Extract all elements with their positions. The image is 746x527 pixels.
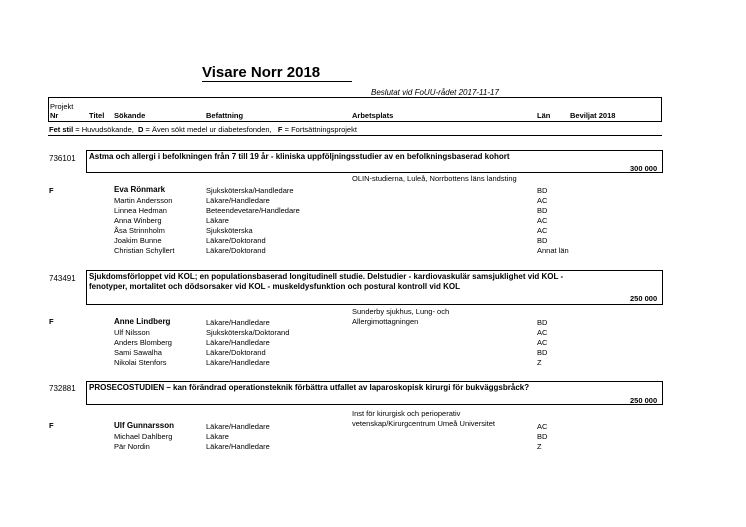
header-befattning: Befattning	[206, 111, 244, 120]
person-name: Ulf Gunnarsson	[114, 421, 175, 430]
person-lan: Z	[537, 358, 542, 367]
person-lan: AC	[537, 196, 548, 205]
person-lan: BD	[537, 348, 548, 357]
person-role: Läkare/Doktorand	[206, 348, 266, 357]
person-lan: AC	[537, 338, 548, 347]
legend-fetstil-text: = Huvudsökande,	[73, 125, 134, 134]
project-workplace: Sunderby sjukhus, Lung- och Allergimottagningen	[352, 307, 450, 326]
person-lan: AC	[537, 226, 548, 235]
legend-d-label: D	[138, 125, 144, 134]
person-name: Michael Dahlberg	[114, 432, 173, 441]
person-name: Linnea Hedman	[114, 206, 167, 215]
project-nr: 736101	[49, 154, 76, 163]
person-lan: BD	[537, 318, 548, 327]
person-role: Sjuksköterska	[206, 226, 253, 235]
person-name: Martin Andersson	[114, 196, 173, 205]
project-title-box	[86, 381, 663, 405]
project-amount: 300 000	[630, 164, 658, 173]
person-name: Anne Lindberg	[114, 317, 171, 326]
header-beviljat: Beviljat 2018	[570, 111, 616, 120]
person-lan: BD	[537, 236, 548, 245]
person-lan: AC	[537, 328, 548, 337]
project-nr: 732881	[49, 384, 76, 393]
person-role: Läkare/Doktorand	[206, 236, 266, 245]
project-workplace: Inst för kirurgisk och perioperativ vetenskap/Kirurgcentrum Umeå Universitet	[352, 409, 495, 428]
person-name: Joakim Bunne	[114, 236, 162, 245]
person-name: Åsa Strinnholm	[114, 226, 165, 235]
person-name: Nikolai Stenfors	[114, 358, 167, 367]
person-lan: AC	[537, 216, 548, 225]
person-name: Ulf Nilsson	[114, 328, 150, 337]
person-role: Läkare	[206, 432, 229, 441]
legend-fetstil-label: Fet stil	[49, 125, 74, 134]
project-title: Astma och allergi i befolkningen från 7 till 19 år - kliniska uppföljningsstudier av en befolkningsbaserad kohort	[89, 152, 510, 161]
legend	[49, 125, 357, 134]
person-role: Läkare/Handledare	[206, 196, 270, 205]
person-role: Sjuksköterska/Doktorand	[206, 328, 290, 337]
decision-note: Beslutat vid FoUU-rådet 2017-11-17	[371, 88, 499, 97]
person-name: Anna Winberg	[114, 216, 162, 225]
legend-divider	[48, 135, 662, 136]
project-flag: F	[49, 186, 54, 195]
page-title: Visare Norr 2018	[202, 64, 321, 81]
header-titel: Titel	[89, 111, 105, 120]
project-flag: F	[49, 317, 54, 326]
person-role: Läkare	[206, 216, 229, 225]
project-title: Sjukdomsförloppet vid KOL; en populationsbaserad longitudinell studie. Delstudier - kardiovaskulär samsjuklighet vid KOL - fenotyper, mortalitet och dödsorsaker vid KOL - muskeldysfunktion och postural kontroll vid KOL	[89, 272, 564, 291]
project-workplace: OLIN-studierna, Luleå, Norrbottens läns landsting	[352, 174, 517, 183]
person-role: Läkare/Handledare	[206, 442, 270, 451]
project-title-box	[86, 150, 663, 173]
legend-d-text: = Även sökt medel ur diabetesfonden,	[143, 125, 272, 134]
person-role: Läkare/Handledare	[206, 338, 270, 347]
title-underline	[202, 81, 352, 82]
person-lan: Annat län	[537, 246, 569, 255]
person-name: Eva Rönmark	[114, 185, 166, 194]
person-role: Läkare/Handledare	[206, 318, 270, 327]
person-role: Läkare/Handledare	[206, 422, 270, 431]
header-arbetsplats: Arbetsplats	[352, 111, 394, 120]
person-name: Pär Nordin	[114, 442, 150, 451]
header-projekt: Projekt	[50, 102, 74, 111]
header-nr: Nr	[50, 111, 59, 120]
legend-f-text: = Fortsättningsprojekt	[282, 125, 357, 134]
project-title-box	[86, 270, 663, 305]
legend-f-label: F	[277, 125, 283, 134]
header-sokande: Sökande	[114, 111, 146, 120]
person-name: Sami Sawalha	[114, 348, 162, 357]
person-lan: BD	[537, 206, 548, 215]
person-lan: BD	[537, 432, 548, 441]
project-amount: 250 000	[630, 396, 658, 405]
person-name: Anders Blomberg	[114, 338, 172, 347]
person-name: Christian Schyllert	[114, 246, 175, 255]
person-lan: AC	[537, 422, 548, 431]
person-lan: Z	[537, 442, 542, 451]
person-role: Läkare/Doktorand	[206, 246, 266, 255]
person-lan: BD	[537, 186, 548, 195]
project-amount: 250 000	[630, 294, 658, 303]
project-flag: F	[49, 421, 54, 430]
person-role: Läkare/Handledare	[206, 358, 270, 367]
person-role: Beteendevetare/Handledare	[206, 206, 300, 215]
project-title: PROSECOSTUDIEN – kan förändrad operationsteknik förbättra utfallet av laparoskopisk kirurgi för bukväggsbråck?	[89, 383, 530, 392]
person-role: Sjuksköterska/Handledare	[206, 186, 294, 195]
header-lan: Län	[537, 111, 551, 120]
project-nr: 743491	[49, 274, 76, 283]
